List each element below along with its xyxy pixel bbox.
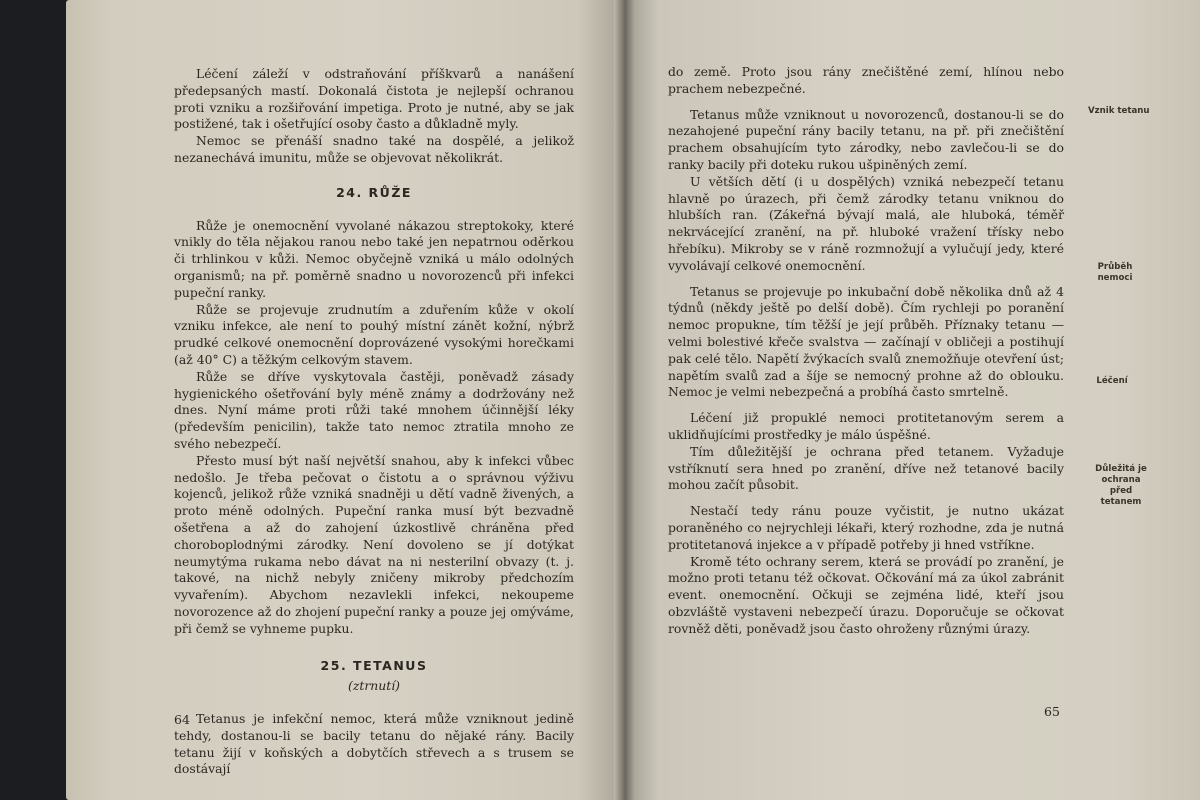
paragraph: Kromě této ochrany serem, která se provádí po zranění, je možno proti tetanu též očkovat. Očkování má za úkol zabránit event. onemocnění. Očkuji se zejména lidé, kteří jsou obzvláště vystaveni nebezpečí úrazu. Doporučuje se očkovat rovněž děti, poněvadž jsou často ohroženy různými úrazy. [668, 553, 1064, 636]
page-number-right: 65 [1044, 704, 1060, 719]
page-number-left: 64 [174, 712, 190, 727]
paragraph: Tetanus může vzniknout u novorozenců, dostanou-li se do nezahojené pupeční rány bacily tetanu, na př. při znečištění prachem obsahujícím tyto zárodky, nebo zavlečou-li se do ranky bacily při doteku rukou ušpiněných zemí. [668, 106, 1064, 172]
paragraph: Léčení již propuklé nemoci protitetanovým serem a uklidňujícími prostředky je málo úspěšné. [668, 410, 1064, 442]
paragraph: Přesto musí být naší největší snahou, aby k infekci vůbec nedošlo. Je třeba pečovat o čistotu a o správnou výživu kojenců, jelikož růže vzniká snadněji u dětí vadně živených, a proto méně odolných. Pupeční ranka musí být bezvadně ošetřena a až do zahojení úzkostlivě chráněna před choroboplodnými zárodky. Není dovoleno se jí dotýkat neumytýma rukama nebo dávat na ni nesterilní obvazy (t. j. takové, na nichž nebyly zničeny mikroby předchozím vyvařením). Abychom nezavlekli infekci, nekoupeme novorozence až do zhojení pupeční ranky a pouze jej omýváme, při čemž se vyhneme pupku. [174, 452, 574, 636]
paragraph: Nemoc se přenáší snadno také na dospělé, a jelikož nezanechává imunitu, může se objevovat několikrát. [174, 133, 574, 165]
paragraph: Nestačí tedy ránu pouze vyčistit, je nutno ukázat poraněného co nejrychleji lékaři, který rozhodne, zda je nutná protitetanová injekce a v případě potřeby ji hned vstříkne. [668, 503, 1064, 552]
section-heading-ruze: 24. RŮŽE [336, 184, 412, 200]
section-subheading-tetanus: (ztrnutí) [347, 678, 400, 694]
right-text-column [668, 64, 1064, 638]
section-heading-tetanus: 25. TETANUS [320, 657, 428, 673]
paragraph: Růže se dříve vyskytovala častěji, poněvadž zásady hygienického ošetřování byly méně známy a dodržovány než dnes. Nyní máme proti růži také mnohem účinnější léky (především penicilin), takže tato nemoc ztratila mnoho ze svého nebezpečí. [174, 368, 574, 451]
paragraph: do země. Proto jsou rány znečištěné zemí, hlínou nebo prachem nebezpečné. [668, 64, 1064, 96]
right-page [624, 0, 1200, 800]
left-text-column [174, 66, 574, 778]
paragraph: Tím důležitější je ochrana před tetanem. Vyžaduje vstříknutí sera hned po zranění, dříve než tetanové bacily mohou začít působit. [668, 443, 1064, 493]
paragraph: Tetanus se projevuje po inkubační době několika dnů až 4 týdnů (někdy ještě po delší době). Čím rychleji po poranění nemoc propukne, tím těžší je její průběh. Příznaky tetanu — velmi bolestivé křeče svalstva — začínají v obličeji a postihují pak celé tělo. Napětí žvýkacích svalů znemožňuje otevření úst; napětím svalů zad a šíje se nemocný prohne až do oblouku. Nemoc je velmi nebezpečná a probíhá často smrtelně. [668, 283, 1064, 400]
side-label-vznik: Vznik tetanu [1088, 106, 1150, 116]
side-label-leceni: Léčení [1096, 376, 1128, 386]
left-page [66, 0, 622, 800]
paragraph: Léčení záleží v odstraňování příškvarů a nanášení předepsaných mastí. Dokonalá čistota je nejlepší ochranou proti vzniku a rozšiřování impetiga. Proto je nutné, aby se jak postižené, tak i ošetřující osoby často a důkladně myly. [174, 66, 574, 132]
paragraph: Růže je onemocnění vyvolané nákazou streptokoky, které vnikly do těla nějakou ranou nebo také jen nepatrnou oděrkou či trhlinkou v kůži. Nemoc obyčejně vzniká u málo odolných organismů; na př. poměrně snadno u novorozenců při infekci pupeční ranky. [174, 217, 574, 300]
side-label-prubeh: Průběh nemoci [1097, 262, 1133, 283]
side-label-ochrana: Důležitá je ochrana před tetanem [1095, 464, 1147, 507]
paragraph: U větších dětí (i u dospělých) vzniká nebezpečí tetanu hlavně po úrazech, při čemž zárodky tetanu vniknou do hlubších ran. (Zákeřná bývají malá, ale hluboká, téměř nekrvácející zranění, na př. hluboké vražení třísky nebo hřebíku). Mikroby se v ráně rozmnožují a vylučují jedy, které vyvolávají celkové onemocnění. [668, 173, 1064, 273]
paragraph: Tetanus je infekční nemoc, která může vzniknout jedině tehdy, dostanou-li se bacily tetanu do nějaké rány. Bacily tetanu žijí v koňských a dobytčích střevech a s trusem se dostávají [174, 711, 574, 777]
book-gutter [614, 0, 634, 800]
paragraph: Růže se projevuje zrudnutím a zduřením kůže v okolí vzniku infekce, ale není to pouhý místní zánět kožní, nýbrž prudké celkové onemocnění doprovázené vysokými horečkami (až 40° C) a těžkým celkovým stavem. [174, 301, 574, 367]
